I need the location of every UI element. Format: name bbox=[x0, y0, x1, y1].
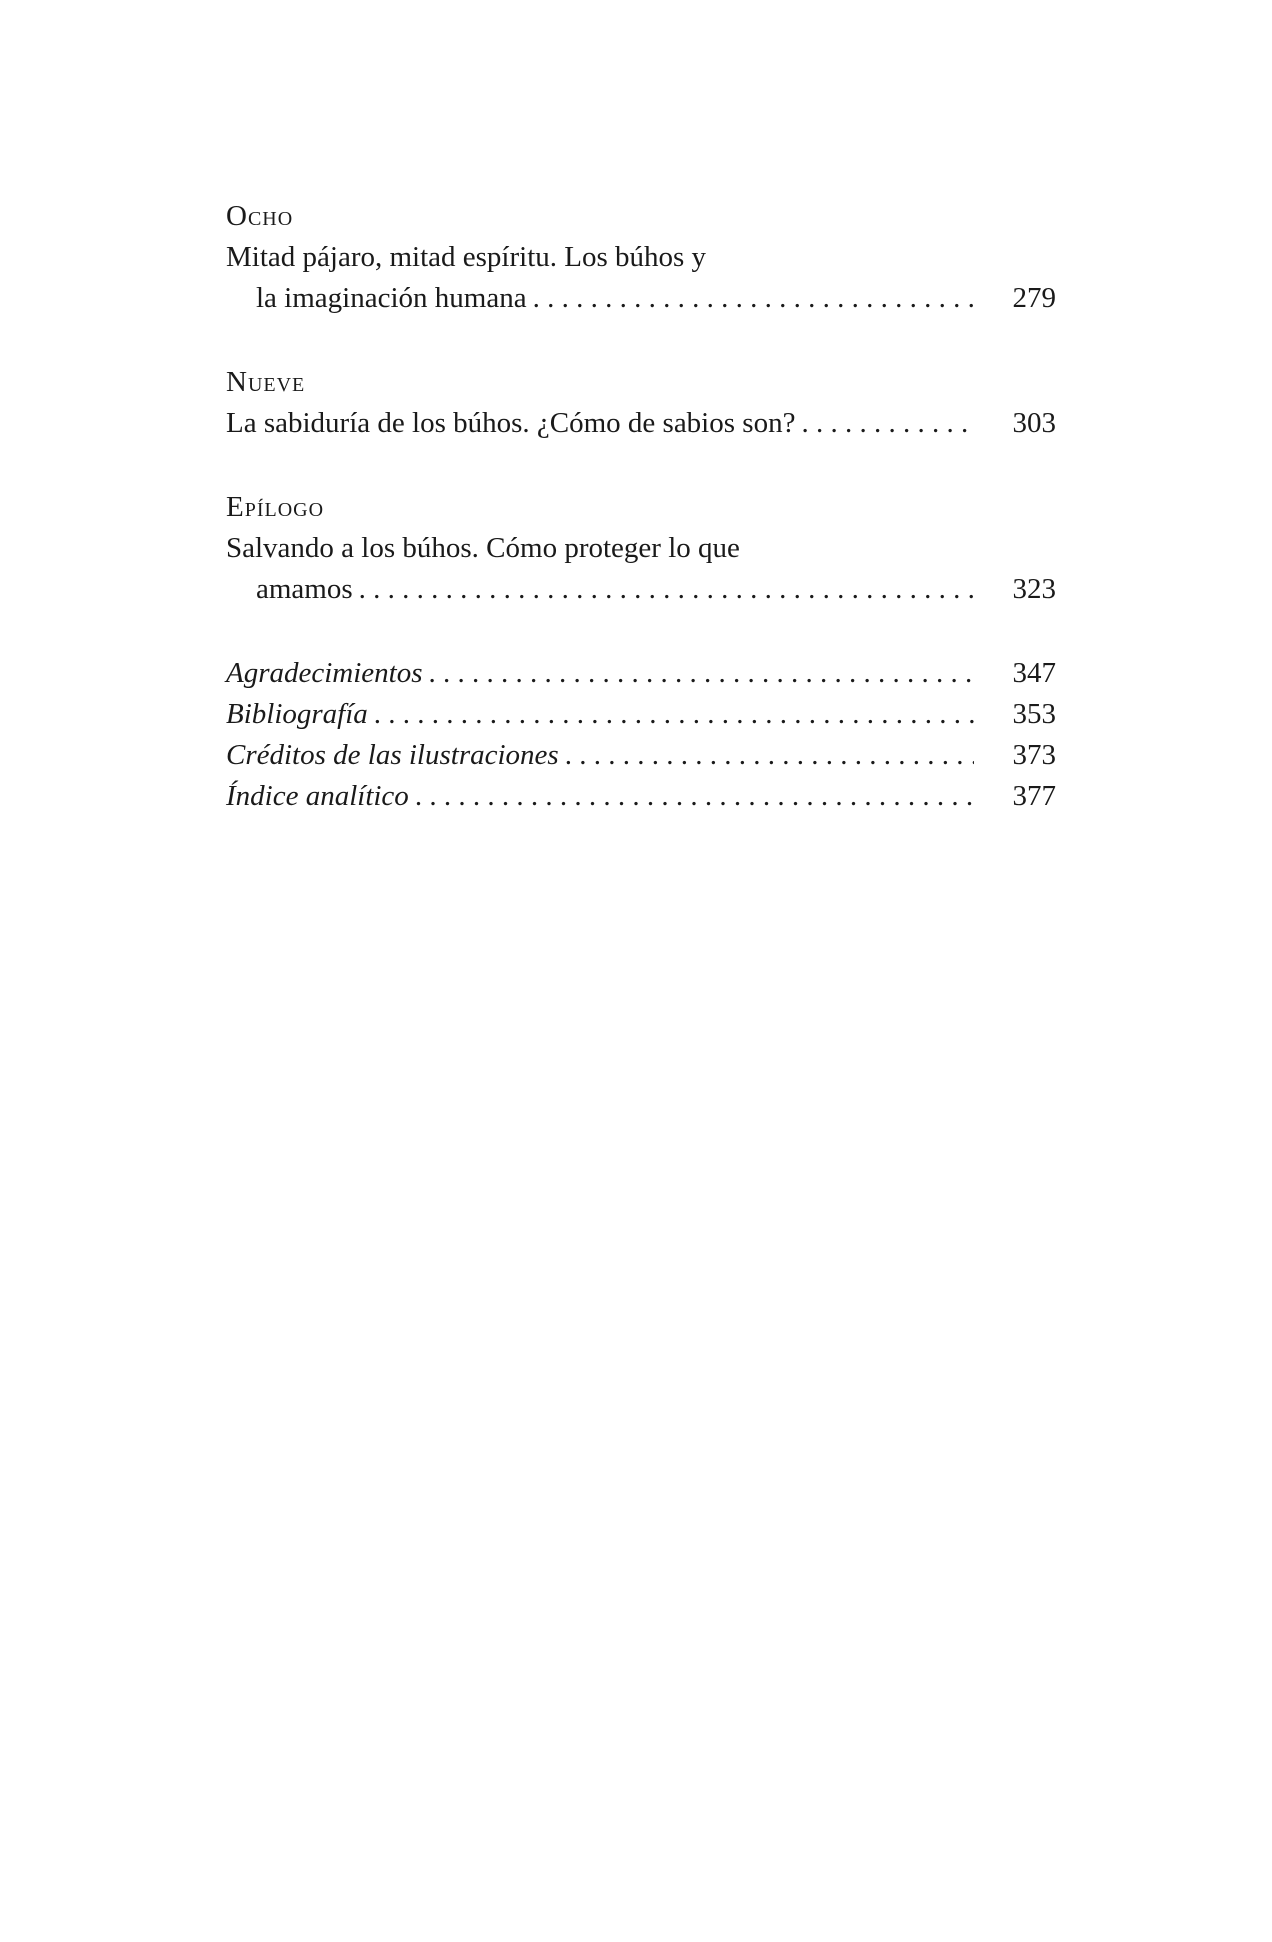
dot-leader bbox=[565, 735, 974, 776]
chapter-title-line: Salvando a los búhos. Cómo proteger lo que bbox=[226, 532, 740, 564]
page-number: 279 bbox=[1012, 282, 1056, 314]
chapter-label: Epílogo bbox=[226, 491, 325, 523]
toc-section-nueve bbox=[226, 362, 1056, 444]
dot-leader bbox=[374, 694, 974, 735]
chapter-label: Ocho bbox=[226, 200, 294, 232]
entry-title: Bibliografía bbox=[226, 698, 368, 730]
chapter-title-continuation: amamos bbox=[256, 573, 353, 605]
page-number: 347 bbox=[1012, 657, 1056, 689]
table-of-contents bbox=[226, 196, 1056, 817]
page-number: 377 bbox=[1012, 780, 1056, 812]
entry-title: Créditos de las ilustraciones bbox=[226, 739, 559, 771]
page-number: 303 bbox=[1012, 407, 1056, 439]
dot-leader bbox=[801, 403, 974, 444]
toc-section-ocho bbox=[226, 196, 1056, 319]
chapter-label: Nueve bbox=[226, 366, 306, 398]
toc-entry[interactable] bbox=[226, 569, 1056, 610]
chapter-title-line: Mitad pájaro, mitad espíritu. Los búhos y bbox=[226, 241, 707, 273]
dot-leader bbox=[415, 776, 974, 817]
entry-title: Índice analítico bbox=[226, 780, 409, 812]
dot-leader bbox=[359, 569, 974, 610]
toc-section-epilogo bbox=[226, 487, 1056, 610]
page-number: 373 bbox=[1012, 739, 1056, 771]
toc-entry-creditos[interactable] bbox=[226, 735, 1056, 776]
toc-entry-indice[interactable] bbox=[226, 776, 1056, 817]
toc-entry[interactable] bbox=[226, 403, 1056, 444]
toc-back-matter bbox=[226, 653, 1056, 817]
chapter-title-continuation: la imaginación humana bbox=[256, 282, 527, 314]
toc-entry-agradecimientos[interactable] bbox=[226, 653, 1056, 694]
toc-entry-bibliografia[interactable] bbox=[226, 694, 1056, 735]
entry-title: Agradecimientos bbox=[226, 657, 423, 689]
chapter-title: La sabiduría de los búhos. ¿Cómo de sabios son? bbox=[226, 407, 796, 439]
page-number: 323 bbox=[1012, 573, 1056, 605]
toc-entry[interactable] bbox=[226, 278, 1056, 319]
dot-leader bbox=[429, 653, 974, 694]
page-number: 353 bbox=[1012, 698, 1056, 730]
dot-leader bbox=[533, 278, 974, 319]
